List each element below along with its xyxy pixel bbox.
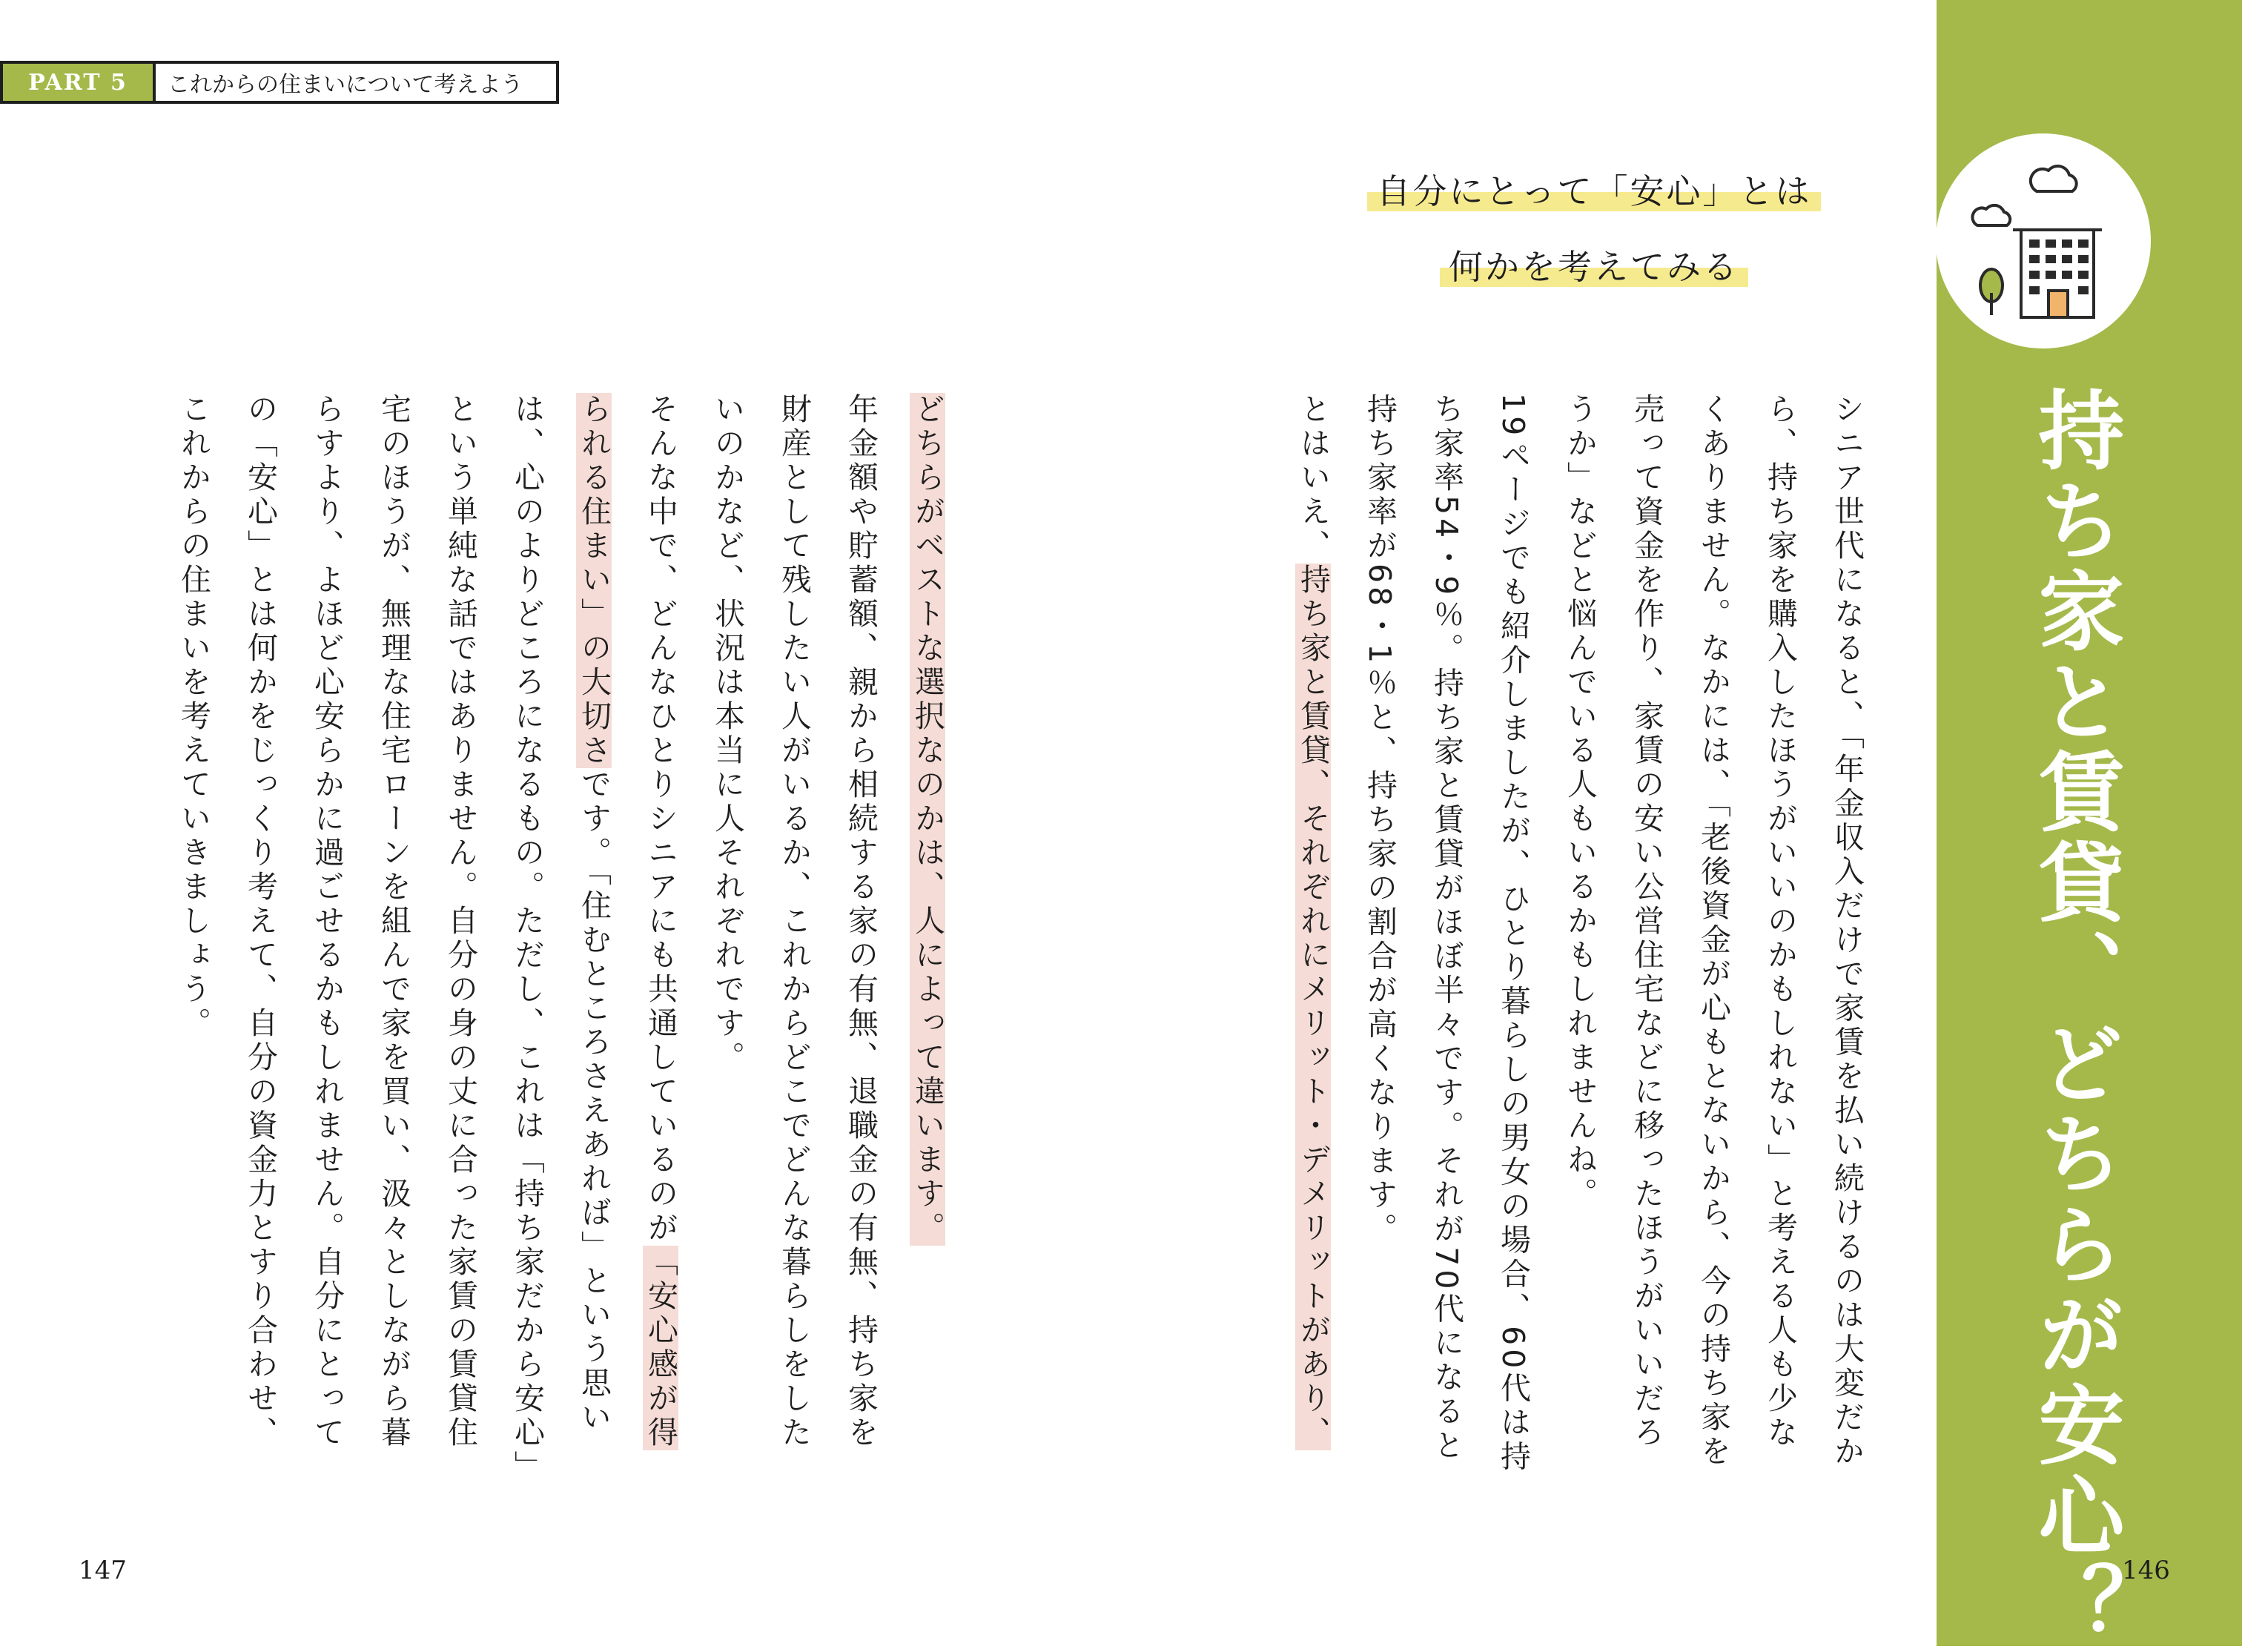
tree-icon bbox=[1980, 269, 2003, 315]
apartment-building-icon bbox=[2013, 230, 2102, 317]
part-title: これからの住まいについて考えよう bbox=[153, 61, 559, 104]
subtitle bbox=[1349, 162, 1839, 313]
left-paragraph-2: 年金額や貯蓄額、親から相続する家の有無、退職金の有無、持ち家を財産として残したい人がいるか、これからどこでどんな暮らしをしたいのかなど、状況は本当に人それぞれです。 bbox=[710, 393, 879, 1450]
house-icon-illustration bbox=[1936, 133, 2151, 348]
left-paragraph-3-highlight: 「安心感が得られる住まい」の大切さ bbox=[576, 393, 678, 1450]
cloud-icon bbox=[1972, 205, 2010, 225]
part-header bbox=[0, 61, 559, 104]
cloud-icon bbox=[2031, 166, 2077, 191]
left-page-body bbox=[175, 393, 961, 1476]
subtitle-line-2: 何かを考えてみる bbox=[1440, 247, 1748, 287]
left-paragraph-1-highlight: どちらがベストな選択なのかは、人によって違います。 bbox=[910, 393, 945, 1246]
right-paragraph-3 bbox=[1295, 393, 1331, 1450]
page-number-right: 146 bbox=[2122, 1556, 2170, 1585]
left-paragraph-3 bbox=[176, 393, 678, 1470]
right-paragraph-3-text: とはいえ、 bbox=[1295, 393, 1331, 564]
right-paragraph-3-highlight: 持ち家と賃貸、それぞれにメリット・デメリットがあり、 bbox=[1295, 564, 1331, 1450]
part-label: PART 5 bbox=[0, 61, 153, 104]
right-paragraph-1: シニア世代になると、「年金収入だけで家賃を払い続けるのは大変だから、持ち家を購入したほうがいいのかもしれない」と考える人も少なくありません。なかには、「老後資金が心もとないから、今の持ち家を売って資金を作り、家賃の安い公営住宅などに移ったほうがいいだろうか」などと悩んでいる人もいるかもしれませんね。 bbox=[1562, 393, 1865, 1470]
right-page-body bbox=[1287, 393, 1880, 1476]
left-paragraph-3-text: そんな中で、どんなひとりシニアにも共通しているのが bbox=[643, 393, 678, 1246]
page-number-left: 147 bbox=[79, 1556, 127, 1585]
page-title: 持ち家と賃貸、どちらが安心？ bbox=[2024, 386, 2124, 1652]
left-paragraph-3-text-2: です。「住むところさえあれば」という思いは、心のよりどころになるもの。ただし、これは「持ち家だから安心」という単純な話ではありません。自分の身の丈に合った家賃の賃貸住宅のほうが、無理な住宅ローンを組んで家を買い、汲々としながら暮らすより、よほど心安らかに過ごせるかもしれません。自分にとっての「安心」とは何かをじっくり考えて、自分の資金力とすり合わせ、これからの住まいを考えていきましょう。 bbox=[176, 393, 612, 1470]
right-paragraph-2: 19ページでも紹介しましたが、ひとり暮らしの男女の場合、60代は持ち家率54・9％。持ち家と賃貸がほぼ半々です。それが70代になると持ち家率が68・1％と、持ち家の割合が高くなります。 bbox=[1362, 393, 1531, 1475]
icon-circle bbox=[1936, 133, 2151, 348]
subtitle-line-1: 自分にとって「安心」とは bbox=[1367, 171, 1820, 211]
